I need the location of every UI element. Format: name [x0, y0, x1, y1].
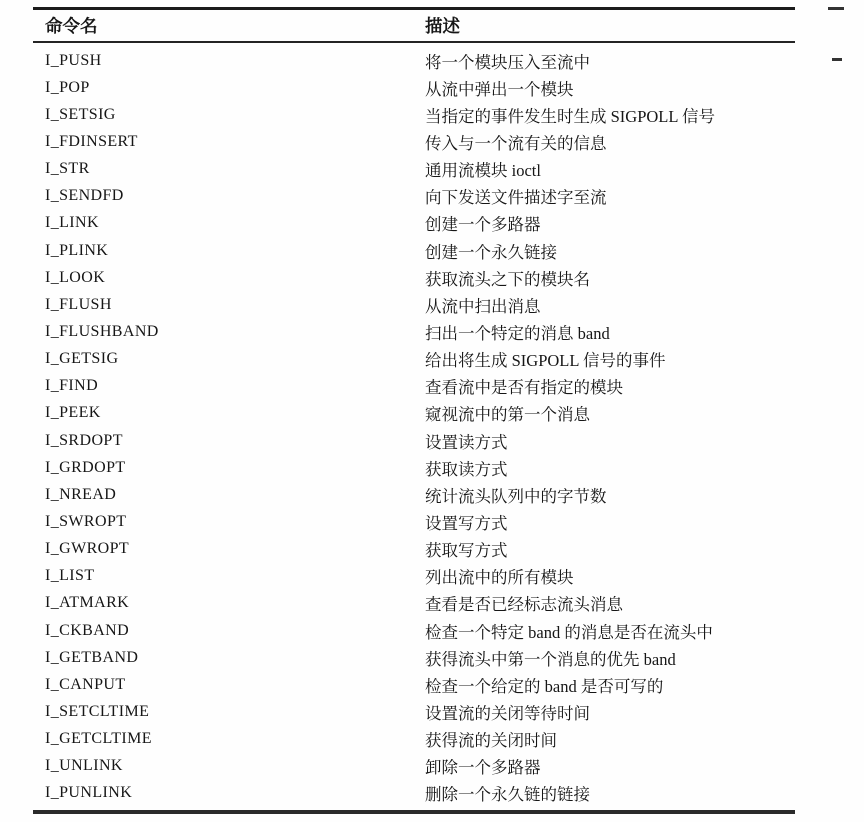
- table-row: [33, 373, 795, 400]
- table-row: [33, 698, 795, 725]
- command-cell: I_NREAD: [45, 485, 117, 503]
- table-row: [33, 156, 795, 183]
- table-row: [33, 780, 795, 807]
- description-cell: 设置读方式: [425, 432, 508, 452]
- table-row: [33, 590, 795, 617]
- command-cell: I_POP: [45, 78, 90, 96]
- table-row: [33, 74, 795, 101]
- description-cell: 通用流模块 ioctl: [425, 161, 541, 181]
- header-command-name: 命令名: [45, 16, 98, 36]
- table-row: [33, 318, 795, 345]
- table-row: [33, 400, 795, 427]
- description-cell: 向下发送文件描述字至流: [425, 188, 607, 208]
- description-cell: 当指定的事件发生时生成 SIGPOLL 信号: [425, 106, 715, 126]
- command-cell: I_GWROPT: [45, 540, 130, 558]
- table-row: [33, 644, 795, 671]
- command-cell: I_CKBAND: [45, 621, 130, 639]
- command-cell: I_SWROPT: [45, 512, 127, 530]
- command-cell: I_PLINK: [45, 241, 109, 259]
- table-header-row: [33, 10, 795, 43]
- description-cell: 将一个模块压入至流中: [425, 52, 590, 72]
- command-cell: I_FDINSERT: [45, 132, 138, 150]
- table-row: [33, 454, 795, 481]
- description-cell: 扫出一个特定的消息 band: [425, 323, 610, 343]
- table-row: [33, 183, 795, 210]
- description-cell: 设置流的关闭等待时间: [425, 703, 590, 723]
- scan-artifact: [828, 7, 844, 10]
- table-row: [33, 264, 795, 291]
- table-row: [33, 346, 795, 373]
- command-cell: I_SRDOPT: [45, 431, 123, 449]
- table-row: [33, 237, 795, 264]
- description-cell: 获得流的关闭时间: [425, 731, 557, 751]
- table-row: [33, 210, 795, 237]
- scan-artifact: [832, 58, 842, 61]
- command-cell: I_SETSIG: [45, 105, 116, 123]
- table-row: [33, 101, 795, 128]
- command-cell: I_UNLINK: [45, 757, 123, 775]
- description-cell: 查看是否已经标志流头消息: [425, 595, 623, 615]
- command-cell: I_LINK: [45, 214, 99, 232]
- table-row: [33, 671, 795, 698]
- description-cell: 列出流中的所有模块: [425, 568, 574, 588]
- command-cell: I_FLUSH: [45, 295, 112, 313]
- table-row: [33, 508, 795, 535]
- description-cell: 设置写方式: [425, 513, 508, 533]
- table-row: [33, 128, 795, 155]
- table-row: [33, 47, 795, 74]
- table-row: [33, 427, 795, 454]
- table-row: [33, 726, 795, 753]
- table-row: [33, 617, 795, 644]
- command-cell: I_CANPUT: [45, 675, 126, 693]
- table-row: [33, 481, 795, 508]
- description-cell: 窥视流中的第一个消息: [425, 405, 590, 425]
- table-row: [33, 563, 795, 590]
- command-cell: I_GETCLTIME: [45, 730, 152, 748]
- command-cell: I_FLUSHBAND: [45, 322, 159, 340]
- table-row: [33, 536, 795, 563]
- description-cell: 删除一个永久链的链接: [425, 785, 590, 805]
- command-cell: I_PEEK: [45, 404, 101, 422]
- description-cell: 获取流头之下的模块名: [425, 269, 590, 289]
- table-bottom-rule: [33, 810, 795, 814]
- command-cell: I_PUSH: [45, 51, 102, 69]
- command-cell: I_STR: [45, 160, 90, 178]
- command-cell: I_GRDOPT: [45, 458, 126, 476]
- description-cell: 检查一个给定的 band 是否可写的: [425, 676, 664, 696]
- command-cell: I_LOOK: [45, 268, 106, 286]
- description-cell: 获得流头中第一个消息的优先 band: [425, 649, 676, 669]
- description-cell: 卸除一个多路器: [425, 758, 541, 778]
- description-cell: 给出将生成 SIGPOLL 信号的事件: [425, 351, 666, 371]
- description-cell: 从流中扫出消息: [425, 296, 541, 316]
- description-cell: 检查一个特定 band 的消息是否在流头中: [425, 622, 713, 642]
- command-cell: I_LIST: [45, 567, 95, 585]
- description-cell: 统计流头队列中的字节数: [425, 486, 607, 506]
- command-cell: I_FIND: [45, 377, 99, 395]
- table-row: [33, 753, 795, 780]
- command-cell: I_ATMARK: [45, 594, 130, 612]
- table-row: [33, 291, 795, 318]
- description-cell: 创建一个永久链接: [425, 242, 557, 262]
- command-cell: I_SENDFD: [45, 187, 124, 205]
- description-cell: 获取写方式: [425, 541, 508, 561]
- description-cell: 从流中弹出一个模块: [425, 79, 574, 99]
- description-cell: 传入与一个流有关的信息: [425, 133, 607, 153]
- commands-table: [33, 7, 795, 814]
- description-cell: 创建一个多路器: [425, 215, 541, 235]
- description-cell: 获取读方式: [425, 459, 508, 479]
- command-cell: I_GETSIG: [45, 350, 119, 368]
- command-cell: I_SETCLTIME: [45, 702, 150, 720]
- command-cell: I_PUNLINK: [45, 784, 133, 802]
- command-cell: I_GETBAND: [45, 648, 139, 666]
- table-body: [33, 43, 795, 807]
- header-description: 描述: [425, 16, 460, 36]
- description-cell: 查看流中是否有指定的模块: [425, 378, 623, 398]
